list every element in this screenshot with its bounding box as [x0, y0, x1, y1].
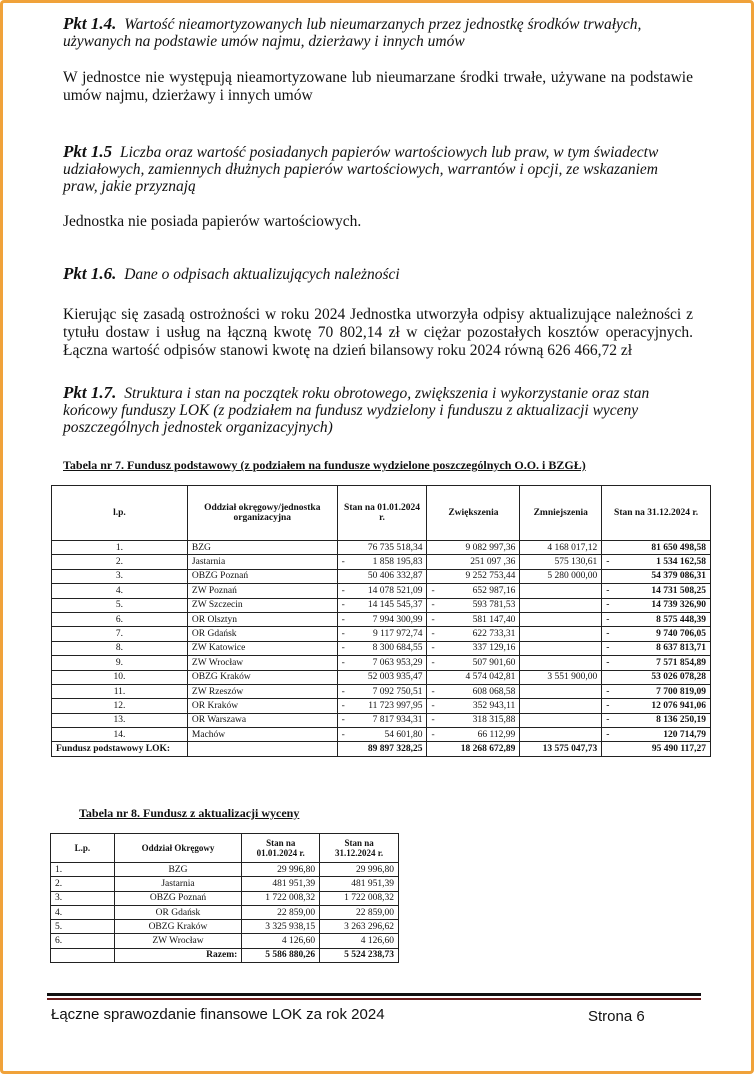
cell-start: - 54 601,80	[337, 728, 427, 742]
cell-decrease	[520, 699, 602, 713]
table-row	[52, 713, 711, 727]
cell-unit: Jastarnia	[187, 555, 337, 569]
table-row	[52, 612, 711, 626]
table-row	[52, 699, 711, 713]
cell-start: - 9 117 972,74	[337, 627, 427, 641]
cell-start: 29 996,80	[242, 863, 320, 877]
cell-start: 4 126,60	[242, 934, 320, 948]
total-increase: 18 268 672,89	[427, 742, 520, 756]
table-7	[51, 485, 711, 757]
table-row	[52, 728, 711, 742]
section-number: Pkt 1.6.	[63, 264, 117, 283]
cell-end: 1 722 008,32	[320, 891, 399, 905]
cell-lp: 6.	[51, 934, 115, 948]
cell-decrease	[520, 684, 602, 698]
total-end: 95 490 117,27	[602, 742, 711, 756]
cell-start: - 7 063 953,29	[337, 656, 427, 670]
cell-increase: - 652 987,16	[427, 584, 520, 598]
section-1-5-heading	[63, 143, 693, 195]
cell-end: 54 379 086,31	[602, 569, 711, 583]
cell-lp: 5.	[52, 598, 188, 612]
total-start: 5 586 880,26	[242, 948, 320, 962]
cell-lp: 3.	[52, 569, 188, 583]
total-end: 5 524 238,73	[320, 948, 399, 962]
cell-start: 52 003 935,47	[337, 670, 427, 684]
footer-page-number: Strona 6	[588, 1008, 645, 1025]
cell-start: - 7 092 750,51	[337, 684, 427, 698]
cell-start: 481 951,39	[242, 877, 320, 891]
cell-unit: ZW Wrocław	[114, 934, 242, 948]
cell-lp: 4.	[51, 905, 115, 919]
cell-decrease	[520, 584, 602, 598]
section-number: Pkt 1.4.	[63, 14, 117, 33]
cell-end: 3 263 296,62	[320, 920, 399, 934]
cell-lp: 13.	[52, 713, 188, 727]
cell-unit: OR Gdańsk	[187, 627, 337, 641]
footer-document-title: Łączne sprawozdanie finansowe LOK za rok 2024	[51, 1006, 385, 1023]
cell-end: 4 126,60	[320, 934, 399, 948]
cell-start: - 11 723 997,95	[337, 699, 427, 713]
table-row	[51, 934, 399, 948]
table-row	[51, 877, 399, 891]
section-title: Liczba oraz wartość posiadanych papierów wartościowych lub praw, w tym świadectw udziałowych, zamiennych dłużnych papierów wartościowych, warrantów i opcji, ze wskazaniem praw, jakie przyznają	[63, 144, 659, 195]
cell-increase: - 352 943,11	[427, 699, 520, 713]
cell-end: 481 951,39	[320, 877, 399, 891]
cell-start: - 7 817 934,31	[337, 713, 427, 727]
cell-lp: 5.	[51, 920, 115, 934]
cell-end: - 9 740 706,05	[602, 627, 711, 641]
table-row	[51, 891, 399, 905]
cell-increase: - 337 129,16	[427, 641, 520, 655]
cell-end: 22 859,00	[320, 905, 399, 919]
cell-increase: 251 097 ,36	[427, 555, 520, 569]
total-label: Razem:	[114, 948, 242, 962]
cell-end: - 8 136 250,19	[602, 713, 711, 727]
cell-decrease	[520, 598, 602, 612]
total-decrease: 13 575 047,73	[520, 742, 602, 756]
cell-lp: 2.	[51, 877, 115, 891]
cell-start: - 1 858 195,83	[337, 555, 427, 569]
section-number: Pkt 1.7.	[63, 383, 117, 402]
cell-end: 29 996,80	[320, 863, 399, 877]
cell-increase: 4 574 042,81	[427, 670, 520, 684]
total-lp	[51, 948, 115, 962]
cell-unit: OR Kraków	[187, 699, 337, 713]
cell-unit: Machów	[187, 728, 337, 742]
header-unit: Oddział okręgowy/jednostka organizacyjna	[187, 486, 337, 541]
cell-start: - 8 300 684,55	[337, 641, 427, 655]
cell-lp: 10.	[52, 670, 188, 684]
table-row	[52, 670, 711, 684]
cell-increase: 9 082 997,36	[427, 541, 520, 555]
section-title: Wartość nieamortyzowanych lub nieumarzanych przez jednostkę środków trwałych, używanych na podstawie umów najmu, dzierżawy i innych umów	[63, 16, 642, 50]
header-lp: L.p.	[51, 834, 115, 863]
section-1-5-body: Jednostka nie posiada papierów wartościowych.	[63, 213, 362, 230]
cell-end: 81 650 498,58	[602, 541, 711, 555]
cell-decrease	[520, 627, 602, 641]
cell-end: - 8 575 448,39	[602, 612, 711, 626]
cell-unit: BZG	[114, 863, 242, 877]
cell-decrease: 5 280 000,00	[520, 569, 602, 583]
cell-end: - 7 571 854,89	[602, 656, 711, 670]
cell-increase: - 593 781,53	[427, 598, 520, 612]
table-total-row	[52, 742, 711, 756]
cell-end: 53 026 078,28	[602, 670, 711, 684]
cell-start: - 14 145 545,37	[337, 598, 427, 612]
header-lp: l.p.	[52, 486, 188, 541]
cell-lp: 11.	[52, 684, 188, 698]
table-8-title: Tabela nr 8. Fundusz z aktualizacji wyceny	[79, 806, 300, 820]
cell-end: - 12 076 941,06	[602, 699, 711, 713]
cell-unit: ZW Katowice	[187, 641, 337, 655]
table-row	[51, 905, 399, 919]
total-label: Fundusz podstawowy LOK:	[52, 742, 188, 756]
cell-lp: 9.	[52, 656, 188, 670]
cell-unit: OBZG Poznań	[187, 569, 337, 583]
cell-decrease	[520, 612, 602, 626]
cell-decrease	[520, 728, 602, 742]
cell-unit: OBZG Poznań	[114, 891, 242, 905]
cell-increase: - 581 147,40	[427, 612, 520, 626]
table-row	[51, 863, 399, 877]
total-start: 89 897 328,25	[337, 742, 427, 756]
table-row	[52, 541, 711, 555]
cell-end: - 1 534 162,58	[602, 555, 711, 569]
cell-unit: ZW Szczecin	[187, 598, 337, 612]
cell-start: - 7 994 300,99	[337, 612, 427, 626]
table-row	[52, 569, 711, 583]
table-7-title: Tabela nr 7. Fundusz podstawowy (z podziałem na fundusze wydzielone poszczególnych O.O. i BZGŁ)	[63, 458, 586, 472]
cell-decrease: 575 130,61	[520, 555, 602, 569]
cell-end: - 14 739 326,90	[602, 598, 711, 612]
cell-decrease: 4 168 017,12	[520, 541, 602, 555]
cell-lp: 4.	[52, 584, 188, 598]
section-title: Struktura i stan na początek roku obrotowego, zwiększenia i wykorzystanie oraz stan końcowy funduszy LOK (z podziałem na fundusz wydzielony i funduszu z aktualizacji wyceny poszczególnych jednostek organizacyjnych)	[63, 385, 650, 436]
cell-start: - 14 078 521,09	[337, 584, 427, 598]
cell-start: 1 722 008,32	[242, 891, 320, 905]
header-start: Stan na 01.01.2024 r.	[242, 834, 320, 863]
cell-increase: - 608 068,58	[427, 684, 520, 698]
header-end: Stan na 31.12.2024 r.	[320, 834, 399, 863]
cell-increase: - 622 733,31	[427, 627, 520, 641]
table-row	[52, 641, 711, 655]
cell-lp: 6.	[52, 612, 188, 626]
cell-unit: OR Olsztyn	[187, 612, 337, 626]
cell-unit: BZG	[187, 541, 337, 555]
table-row	[52, 555, 711, 569]
section-number: Pkt 1.5	[63, 142, 113, 161]
table-row	[52, 627, 711, 641]
cell-lp: 2.	[52, 555, 188, 569]
table-8	[50, 833, 399, 963]
cell-end: - 14 731 508,25	[602, 584, 711, 598]
table-row	[52, 656, 711, 670]
cell-unit: OBZG Kraków	[114, 920, 242, 934]
header-decrease: Zmniejszenia	[520, 486, 602, 541]
table-total-row	[51, 948, 399, 962]
header-unit: Oddział Okręgowy	[114, 834, 242, 863]
cell-decrease	[520, 713, 602, 727]
table-row	[51, 920, 399, 934]
cell-lp: 1.	[51, 863, 115, 877]
cell-unit: ZW Wrocław	[187, 656, 337, 670]
cell-unit: ZW Poznań	[187, 584, 337, 598]
header-increase: Zwiększenia	[427, 486, 520, 541]
section-1-4-body: W jednostce nie występują nieamortyzowane lub nieumarzane środki trwałe, używane na podstawie umów najmu, dzierżawy i innych umów	[63, 69, 693, 104]
table-header-row	[52, 486, 711, 541]
cell-start: 50 406 332,87	[337, 569, 427, 583]
table-row	[52, 684, 711, 698]
header-end: Stan na 31.12.2024 r.	[602, 486, 711, 541]
header-start: Stan na 01.01.2024 r.	[337, 486, 427, 541]
section-1-4-heading	[63, 15, 693, 50]
cell-unit: Jastarnia	[114, 877, 242, 891]
cell-end: - 7 700 819,09	[602, 684, 711, 698]
cell-lp: 3.	[51, 891, 115, 905]
cell-increase: - 66 112,99	[427, 728, 520, 742]
cell-unit: OBZG Kraków	[187, 670, 337, 684]
cell-start: 22 859,00	[242, 905, 320, 919]
cell-end: - 120 714,79	[602, 728, 711, 742]
cell-start: 3 325 938,15	[242, 920, 320, 934]
cell-end: - 8 637 813,71	[602, 641, 711, 655]
table-row	[52, 584, 711, 598]
cell-lp: 12.	[52, 699, 188, 713]
cell-unit: ZW Rzeszów	[187, 684, 337, 698]
cell-increase: - 507 901,60	[427, 656, 520, 670]
cell-increase: - 318 315,88	[427, 713, 520, 727]
cell-lp: 7.	[52, 627, 188, 641]
table-row	[52, 598, 711, 612]
cell-lp: 14.	[52, 728, 188, 742]
cell-start: 76 735 518,34	[337, 541, 427, 555]
total-unit	[187, 742, 337, 756]
section-1-7-heading	[63, 384, 693, 436]
footer-rule	[47, 993, 701, 1000]
cell-lp: 8.	[52, 641, 188, 655]
section-1-6-body: Kierując się zasadą ostrożności w roku 2024 Jednostka utworzyła odpisy aktualizujące należności z tytułu dostaw i usług na łączną kwotę 70 802,14 zł w ciężar pozostałych kosztów operacyjnych. Łączna wartość odpisów stanowi kwotę na dzień bilansowy roku 2024 równą 626 466,72 zł	[63, 306, 693, 359]
section-title: Dane o odpisach aktualizujących należności	[124, 266, 400, 283]
cell-lp: 1.	[52, 541, 188, 555]
cell-decrease: 3 551 900,00	[520, 670, 602, 684]
section-1-6-heading	[63, 265, 693, 283]
cell-unit: OR Gdańsk	[114, 905, 242, 919]
cell-decrease	[520, 656, 602, 670]
table-header-row	[51, 834, 399, 863]
cell-unit: OR Warszawa	[187, 713, 337, 727]
cell-decrease	[520, 641, 602, 655]
cell-increase: 9 252 753,44	[427, 569, 520, 583]
